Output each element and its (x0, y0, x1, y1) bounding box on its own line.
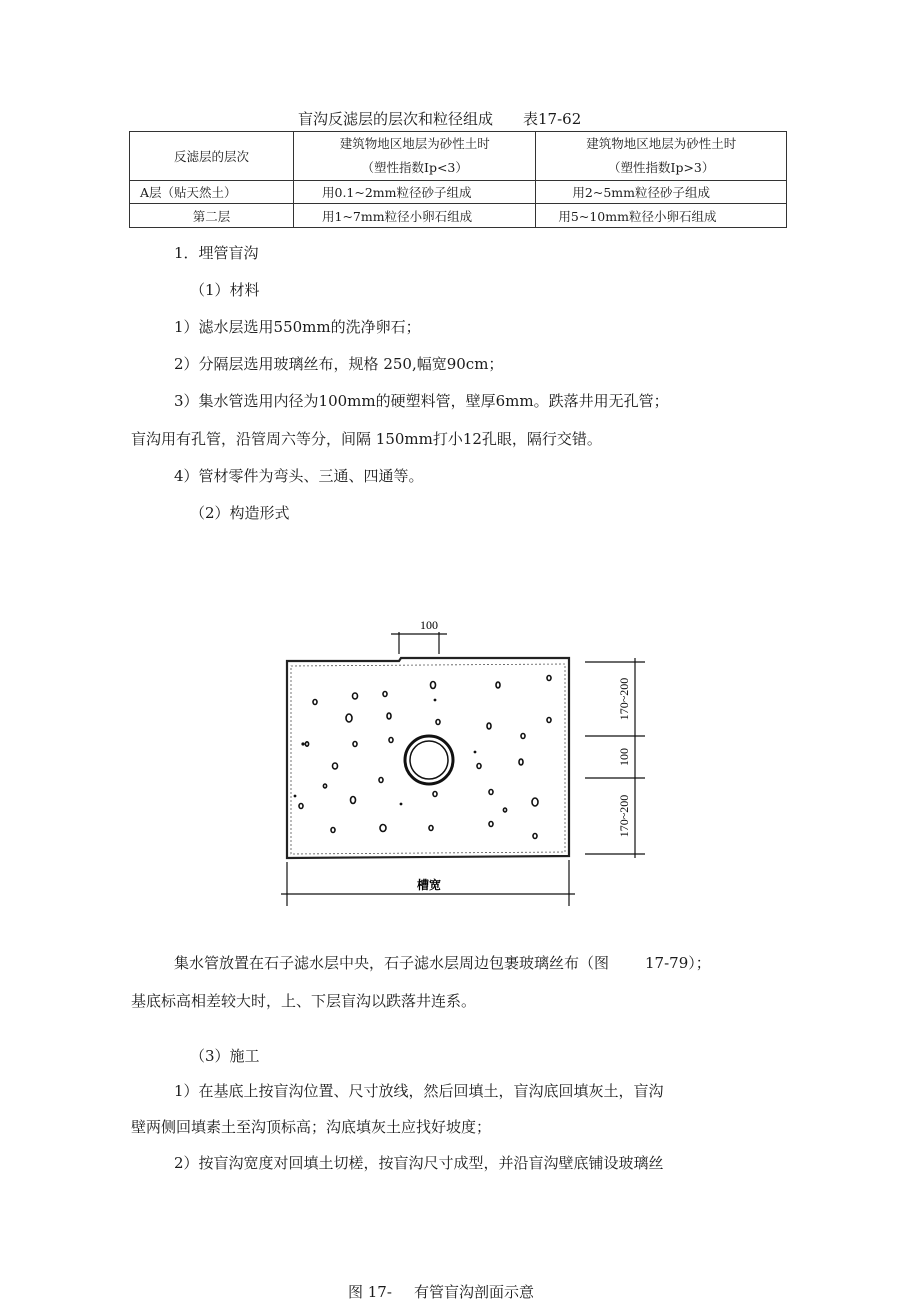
header-ip-greater-3: 建筑物地区地层为砂性土时 （塑性指数Ip>3） (536, 132, 787, 181)
dim-bottom-label: 槽宽 (416, 878, 442, 892)
row-layer: A层（贴天然土） (130, 181, 294, 204)
subsection-heading: （2）构造形式 (190, 504, 290, 522)
figure-number: 图 17- (348, 1283, 392, 1301)
paragraph: 4）管材零件为弯头、三通、四通等。 (174, 467, 424, 485)
header-ip-less-3: 建筑物地区地层为砂性土时 （塑性指数Ip<3） (294, 132, 536, 181)
dim-right-mid-label: 100 (617, 748, 631, 766)
paragraph: 1）在基底上按盲沟位置、尺寸放线，然后回填土，盲沟底回填灰土，盲沟 (174, 1082, 664, 1100)
paragraph: 集水管放置在石子滤水层中央，石子滤水层周边包裹玻璃丝布（图 17-79）； (174, 954, 711, 972)
paragraph: 1）滤水层选用550mm的洗净卵石； (174, 318, 421, 336)
blind-ditch-section-figure (273, 614, 645, 906)
figure-caption (348, 1281, 534, 1302)
dim-right-top-label: 170~200 (617, 677, 631, 721)
subsection-heading: （3）施工 (190, 1047, 260, 1065)
subsection-heading: （1）材料 (190, 281, 260, 299)
paragraph: 盲沟用有孔管，沿管周六等分，间隔 150mm打小12孔眼，隔行交错。 (131, 430, 602, 448)
table-header-row (130, 132, 787, 181)
section-heading: 1．埋管盲沟 (174, 244, 259, 262)
paragraph: 2）按盲沟宽度对回填土切槎，按盲沟尺寸成型，并沿盲沟壁底铺设玻璃丝 (174, 1154, 664, 1172)
row-cell: 用0.1~2mm粒径砂子组成 (294, 181, 536, 204)
filter-layer-table (129, 131, 787, 228)
paragraph: 2）分隔层选用玻璃丝布，规格 250,幅宽90cm； (174, 355, 504, 373)
paragraph: 3）集水管选用内径为100mm的硬塑料管，壁厚6mm。跌落井用无孔管； (174, 392, 669, 410)
dim-right-bottom-label: 170~200 (617, 794, 631, 838)
table-caption (298, 108, 581, 129)
row-cell: 用5~10mm粒径小卵石组成 (536, 204, 787, 228)
table-row (130, 204, 787, 228)
ditch-outline (287, 658, 569, 858)
figure-title: 有管盲沟剖面示意 (413, 1283, 534, 1301)
dim-top-label: 100 (420, 618, 438, 632)
header-layer: 反滤层的层次 (130, 132, 294, 181)
row-cell: 用2~5mm粒径砂子组成 (536, 181, 787, 204)
paragraph: 基底标高相差较大时，上、下层盲沟以跌落井连系。 (131, 992, 477, 1010)
row-layer: 第二层 (130, 204, 294, 228)
table-caption-title: 盲沟反滤层的层次和粒径组成 (298, 110, 494, 128)
row-cell: 用1~7mm粒径小卵石组成 (294, 204, 536, 228)
table-number: 表17-62 (523, 110, 582, 128)
paragraph: 壁两侧回填素土至沟顶标高；沟底填灰土应找好坡度； (131, 1118, 492, 1136)
table-row (130, 181, 787, 204)
